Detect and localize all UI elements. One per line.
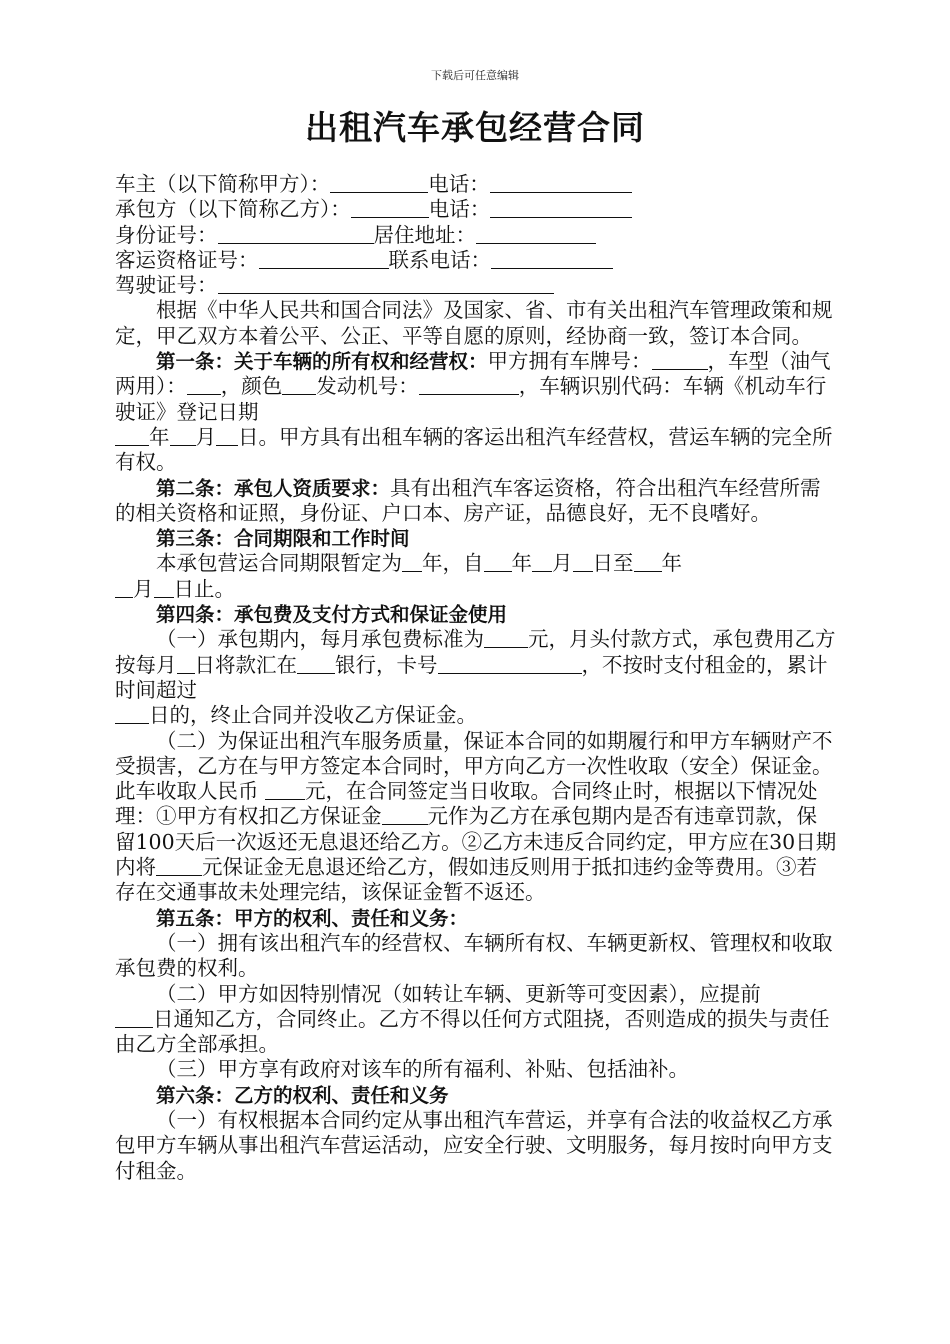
id-line: [115, 223, 837, 248]
text: （二）为保证出租汽车服务质量，保证本合同的如期履行和甲方车辆财产不受损害，乙方在与甲方签定本合同时，甲方向乙方一次性收取（安全）保证金。此车收取人民币: [115, 728, 833, 804]
text: （二）甲方如因特别情况（如转让车辆、更新等可变因素），应提前: [156, 981, 761, 1006]
deposit-amount-blank: [265, 780, 305, 800]
text: 元作为乙方在承包期内是否有违章罚款，保留100天后一次返还无息退还给乙方。②乙方未违反合同约定，甲方应在30日期内将: [115, 804, 837, 880]
overdue-days-blank: [115, 704, 149, 724]
monthly-fee-blank: [484, 628, 528, 648]
license-blank: [218, 274, 554, 294]
contractor-line: [115, 197, 837, 222]
contractor-phone-label: 电话：: [428, 197, 491, 222]
license-line: [115, 273, 837, 298]
text: 年: [149, 424, 170, 449]
reg-day-blank: [216, 426, 238, 446]
pay-day-blank: [177, 654, 195, 674]
text: 本承包营运合同期限暂定为: [156, 551, 402, 576]
text: 日将款汇在: [194, 652, 297, 677]
owner-label: 车主（以下简称甲方）：: [115, 172, 331, 196]
text: 日通知乙方，合同终止。乙方不得以任何方式阻挠，否则造成的损失与责任由乙方全部承担。: [115, 1006, 830, 1057]
notice-days-blank: [115, 1008, 153, 1028]
text: 年，自: [422, 551, 484, 576]
article-6-item-1: （一）有权根据本合同约定从事出租汽车营运，并享有合法的收益权乙方承包甲方车辆从事出租汽车营运活动，应安全行驶、文明服务，每月按时向甲方支付租金。: [115, 1107, 833, 1183]
intro-paragraph: 根据《中华人民共和国合同法》及国家、省、市有关出租汽车管理政策和规定，甲乙双方本着公平、公正、平等自愿的原则，经协商一致，签订本合同。: [115, 298, 833, 348]
article-5-heading-line: [115, 906, 837, 931]
text: （一）承包期内，每月承包费标准为: [156, 627, 484, 652]
id-blank: [218, 224, 374, 244]
deduct-amount-blank: [382, 805, 428, 825]
article-2: [115, 476, 837, 527]
text: 年: [511, 551, 532, 576]
article-5-item-2: [115, 982, 837, 1058]
plate-blank: [652, 350, 708, 370]
article-4-heading: 第四条：承包费及支付方式和保证金使用: [156, 603, 508, 627]
text: 日至: [592, 551, 634, 576]
start-month-blank: [532, 552, 552, 572]
card-number-blank: [438, 654, 582, 674]
header-note: 下载后可任意编辑: [431, 69, 519, 82]
end-month-blank: [115, 578, 133, 598]
contractor-phone-blank: [490, 198, 632, 218]
article-3-heading: 第三条：合同期限和工作时间: [156, 527, 410, 551]
article-6-heading: 第六条：乙方的权利、责任和义务: [156, 1083, 449, 1107]
text: 年: [661, 551, 682, 576]
text: 月: [133, 576, 154, 601]
qualification-line: [115, 248, 837, 273]
contractor-blank: [351, 198, 429, 218]
qualification-blank: [259, 249, 389, 269]
start-day-blank: [573, 552, 593, 572]
contractor-label: 承包方（以下简称乙方）：: [115, 197, 351, 222]
contact-phone-label: 联系电话：: [388, 247, 491, 272]
article-5-item-1: （一）拥有该出租汽车的经营权、车辆所有权、车辆更新权、管理权和收取承包费的权利。: [115, 930, 833, 981]
id-label: 身份证号：: [115, 222, 218, 247]
article-3-heading-line: [115, 526, 837, 551]
text: 甲方拥有车牌号：: [487, 349, 652, 374]
article-5-heading: 第五条：甲方的权利、责任和义务：: [156, 906, 469, 930]
text: 日止。: [173, 576, 235, 601]
end-day-blank: [154, 578, 174, 598]
text: 日的，终止合同并没收乙方保证金。: [149, 703, 477, 728]
document-title: 出租汽车承包经营合同: [305, 108, 645, 147]
license-label: 驾驶证号：: [115, 273, 218, 298]
text: 月: [552, 551, 573, 576]
bank-blank: [297, 654, 335, 674]
article-1-heading: 第一条：关于车辆的所有权和经营权：: [156, 350, 488, 374]
text: ，车辆识别代码：车辆《机动车行驶证》登记日期: [115, 374, 827, 424]
address-blank: [476, 224, 596, 244]
refund-amount-blank: [156, 856, 202, 876]
text: 元，月头付款方式，承包费用乙方按每月: [115, 627, 836, 677]
text: ，颜色: [220, 374, 283, 399]
owner-line: [115, 172, 837, 197]
reg-month-blank: [170, 426, 196, 446]
color-blank: [282, 375, 316, 395]
address-label: 居住地址：: [373, 222, 476, 247]
qualification-label: 客运资格证号：: [115, 247, 259, 272]
text: 发动机号：: [316, 374, 419, 399]
text: 月: [195, 424, 216, 449]
model-blank: [187, 375, 221, 395]
owner-blank: [330, 173, 428, 193]
article-6-heading-line: [115, 1083, 837, 1108]
text: ，不按时支付租金的，累计时间超过: [115, 652, 828, 702]
text: 具有出租汽车客运资格，符合出租汽车经营所需的相关资格和证照，身份证、户口本、房产证，品德良好，无不良嗜好。: [115, 475, 821, 525]
article-4-heading-line: [115, 602, 837, 627]
owner-phone-blank: [490, 173, 632, 193]
article-3-body: [115, 551, 837, 602]
article-4-item-2: [115, 729, 837, 906]
reg-year-blank: [115, 426, 149, 446]
owner-phone-label: 电话：: [428, 172, 490, 196]
text: 银行，卡号: [335, 652, 438, 677]
document-body: [115, 172, 837, 1184]
contact-phone-blank: [491, 249, 613, 269]
text: 日。甲方具有出租车辆的客运出租汽车经营权，营运车辆的完全所有权。: [115, 424, 833, 475]
article-4-item-1: [115, 627, 837, 728]
article-5-item-3: （三）甲方享有政府对该车的所有福利、补贴、包括油补。: [156, 1057, 689, 1082]
text: 元，在合同签定当日收取。合同终止时，根据以下情况处理：①甲方有权扣乙方保证金: [115, 779, 818, 829]
engine-blank: [419, 375, 519, 395]
text: 元保证金无息退还给乙方，假如违反则用于抵扣违约金等费用。③若存在交通事故未处理完结，该保证金暂不返还。: [115, 855, 817, 905]
article-2-heading: 第二条：承包人资质要求：: [156, 476, 391, 500]
end-year-blank: [634, 552, 662, 572]
start-year-blank: [484, 552, 512, 572]
text: ，车型（油气两用）：: [115, 349, 831, 399]
term-years-blank: [402, 552, 422, 572]
article-1: [115, 349, 837, 475]
